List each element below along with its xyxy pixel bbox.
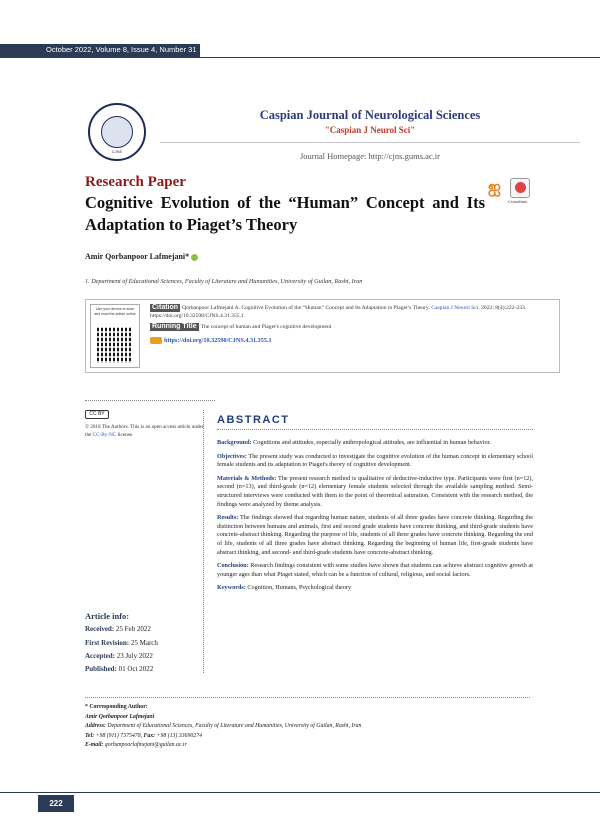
paper-type: Research Paper [85,174,186,190]
author [85,252,198,261]
footnote-rule [85,697,530,698]
received-row [85,623,200,636]
doi-row [150,337,555,345]
journal-title: Caspian Journal of Neurological Sciences [259,108,481,122]
column-divider [203,410,204,673]
abstract [217,414,533,598]
published-label: Published: [85,665,117,674]
logo-emblem-icon [101,116,133,148]
revision-row [85,637,200,650]
open-access-icon: ஐ [488,179,501,196]
orcid-icon[interactable] [191,254,198,261]
published-date: 01 Oct 2022 [118,665,154,674]
doi-icon [150,337,162,344]
abstract-heading: ABSTRACT [217,414,290,426]
page-number: 222 [38,795,74,812]
citation-text-2: . 2022; 8(4):222-233. https://doi.org/10.32598/CJNS.4.31.355.1 [150,305,527,319]
fax-text: +98 (13) 33690274 [155,732,202,739]
accepted-row [85,650,200,663]
methods-label: Materials & Methods: [217,474,277,482]
issue-banner [0,44,200,58]
running-title-row [150,323,555,331]
license-link[interactable]: CC-By-NC [92,431,117,438]
running-title: The concept of human and Piaget's cognitive development [200,324,332,330]
journal-abbr: "Caspian J Neurol Sci" [324,125,416,135]
crossmark-label: CrossMark [508,199,528,204]
objectives-text: The present study was conducted to investigate the cognitive evolution of the human concept in elementary school female students and its adaptation to Piaget's theory of cognitive development. [217,452,533,469]
crossmark-icon[interactable] [508,178,530,204]
tel-label: Tel: [85,732,95,739]
corresponding-address-row [85,722,530,732]
journal-logo [88,103,146,161]
citation-lines [150,304,555,345]
abstract-methods [217,475,533,509]
abstract-keywords [217,584,533,593]
results-text: The findings showed that regarding human nature, students of all three grades have concrete thinking. Regarding the distinction between humans and animals, first and second grade students have concrete thinking, and third-grade students have concrete-abstract thinking. Regarding the purpose of life, students of all three grades have concrete thinking. Regarding the end of life, students of all three grades have abstract thinking. Regarding the beginning of human life, first-grade students have abstract thinking, and second- and third-grade students have concrete-abstract thinking. [217,514,533,556]
published-row [85,663,200,676]
author-name: Amir Qorbanpoor Lafmejani* [85,252,190,261]
revision-label: First Revision: [85,638,130,647]
corresponding-phone-row [85,732,530,742]
cc-license-icon[interactable]: CC BY [85,410,109,419]
running-title-label: Running Title [152,323,197,330]
abstract-rule [217,429,533,430]
keywords-text: Cognition, Humans, Psychological theory [245,584,352,592]
license-text: © 2018 The Authors. This is an open access article under the [85,424,204,438]
citation-text: Qorbanpoor Lafmejani A. Cognitive Evolution of the “Human” Concept and Its Adaptation to Piaget’s Theory. [182,305,432,311]
citation-label: Citation [152,304,179,311]
results-label: Results: [217,514,239,522]
logo-abbr: CJNS [111,149,123,154]
accepted-label: Accepted: [85,651,115,660]
article-info [85,610,200,676]
fax-label: Fax: [143,732,156,739]
header-rule [0,57,600,58]
address-label: Address: [85,723,106,729]
corresponding-heading: * Corresponding Author: [85,704,148,710]
footer-rule [0,792,600,793]
corresponding-email-row [85,741,530,751]
objectives-label: Objectives: [217,452,247,460]
address-text: Department of Educational Sciences, Faculty of Literature and Humanities, University of Guilan, Rasht, Iran [105,723,362,729]
article-title: Cognitive Evolution of the “Human” Concept and Its Adaptation to Piaget’s Theory [85,193,485,234]
article-info-heading: Article info: [85,611,130,621]
license-note [85,424,205,439]
qr-caption: Use your device to scan and read the article online [94,307,136,316]
methods-text: The present research method is qualitative of deductive-inductive type. Participants were first (n=12), second (n=13), and third-grade (n=12) elementary female students selected through the available sampling method. Semi-structured interviews were conducted with them to the point of theoretical saturation. Consistent with the research method, the findings were analyzed by theme analysis. [217,474,533,508]
received-label: Received: [85,625,115,634]
corresponding-name: Amir Qorbanpoor Lafmejani [85,713,155,720]
background-label: Background: [217,439,252,446]
email-label: E-mail: [85,742,104,748]
issue-info: October 2022, Volume 8, Issue 4, Number 31 [46,45,197,54]
accepted-date: 23 July 2022 [116,651,153,660]
qr-block [90,304,140,368]
qr-code-icon[interactable] [97,327,133,363]
journal-divider [160,142,580,143]
background-text: Cognitions and attitudes, especially anthropological attitudes, are influential in human behavior. [251,439,491,446]
affiliation: 1. Department of Educational Sciences, Faculty of Literature and Humanities, University of Guilan, Rasht, Iran [85,278,363,285]
journal-header [160,108,580,161]
abstract-objectives [217,453,533,470]
email-text[interactable]: qorbanpoorlafmejani@guilan.ac.ir [103,742,187,748]
conclusion-text: Research findings consistent with some studies have shown that students can achieve abstract cognitive growth at younger ages than what Piaget stated, which can be a function of cultural, religious, and social factors. [217,562,533,578]
revision-date: 25 March [130,638,158,647]
citation-row [150,304,555,320]
license-text-2: license. [116,431,134,438]
journal-homepage[interactable]: Journal Homepage: http://cjns.gums.ac.ir [300,151,440,161]
abstract-results [217,514,533,557]
keywords-label: Keywords: [217,584,246,592]
left-column-rule [85,400,215,401]
received-date: 25 Feb 2022 [115,625,151,634]
abstract-conclusion [217,562,533,579]
abstract-background [217,439,533,448]
citation-journal-link[interactable]: Caspian J Neurol Sci [431,305,479,311]
citation-box [85,299,560,373]
corresponding-author [85,703,530,751]
tel-text: +98 (911) 7375478, [94,732,144,739]
conclusion-label: Conclusion: [217,562,249,570]
doi-link[interactable]: https://doi.org/10.32598/CJNS.4.31.355.1 [164,337,272,344]
